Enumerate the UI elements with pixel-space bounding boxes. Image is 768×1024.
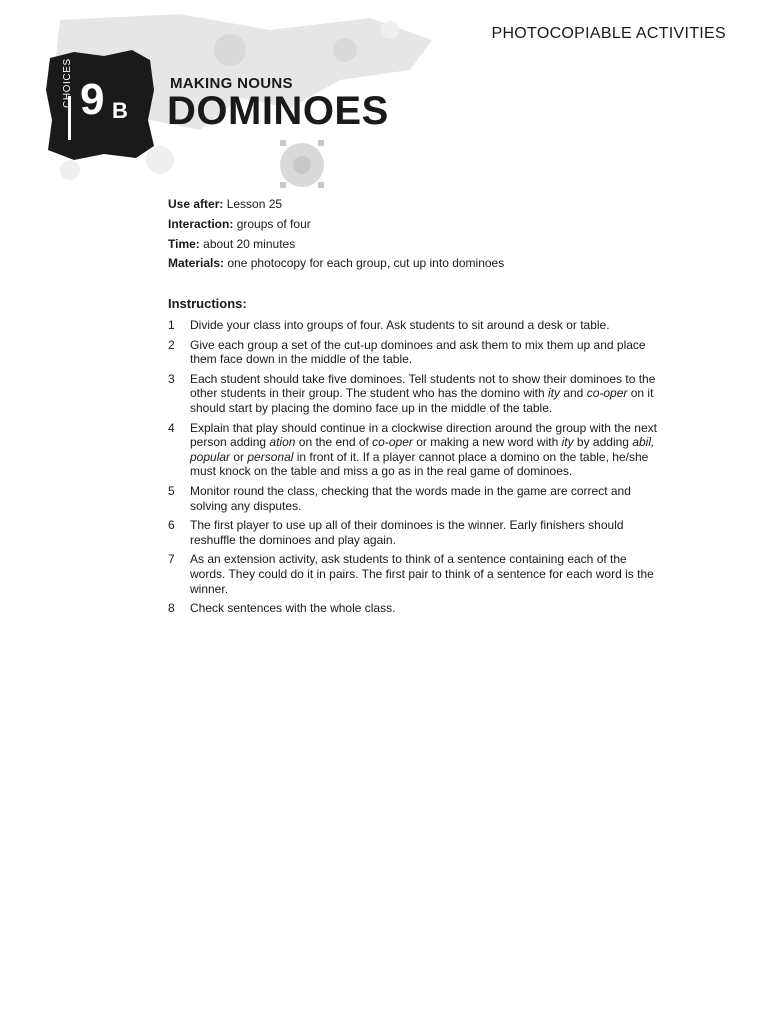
step-number: 7 bbox=[168, 552, 175, 567]
step-number: 4 bbox=[168, 420, 175, 435]
page-subtitle: MAKING NOUNS bbox=[170, 75, 293, 92]
step-number: 3 bbox=[168, 371, 175, 386]
step-text: Explain that play should continue in a clockwise direction around the group with the next person adding ation on the end of co-oper or making a new word with ity by adding abil, popular or personal in front of it. If a player cannot place a domino on the table, he/she must knock on the table and miss a go as in the real game of dominoes. bbox=[190, 420, 657, 479]
meta-use-after: Use after: Lesson 25 bbox=[168, 197, 283, 211]
instruction-step bbox=[168, 318, 658, 333]
instruction-step bbox=[168, 601, 658, 616]
instruction-step bbox=[168, 518, 658, 547]
instruction-step bbox=[168, 484, 658, 513]
step-number: 5 bbox=[168, 483, 175, 498]
step-text: Divide your class into groups of four. Ask students to sit around a desk or table. bbox=[190, 318, 610, 332]
meta-interaction: Interaction: groups of four bbox=[168, 216, 311, 231]
instructions-list bbox=[168, 318, 658, 616]
badge-letter: B bbox=[112, 98, 128, 123]
instruction-step bbox=[168, 421, 658, 479]
step-text: The first player to use up all of their dominoes is the winner. Early finishers should reshuffle the dominoes and play again. bbox=[190, 518, 624, 547]
step-text: Each student should take five dominoes. Tell students not to show their dominoes to the other students in their group. The student who has the domino with ity and co-oper on it should start by placing the domino face up in the middle of the table. bbox=[190, 371, 656, 415]
step-text: Monitor round the class, checking that the words made in the game are correct and solving any disputes. bbox=[190, 483, 631, 513]
instructions-heading: Instructions: bbox=[168, 296, 247, 311]
meta-materials: Materials: one photocopy for each group, cut up into dominoes bbox=[168, 256, 505, 271]
instruction-step bbox=[168, 552, 658, 596]
step-text: Check sentences with the whole class. bbox=[190, 601, 396, 616]
instruction-step bbox=[168, 372, 658, 416]
instructions-section bbox=[168, 296, 658, 621]
step-number: 6 bbox=[168, 518, 175, 533]
meta-time: Time: about 20 minutes bbox=[168, 236, 296, 251]
badge-number: 9 bbox=[80, 75, 105, 124]
section-label: PHOTOCOPIABLE ACTIVITIES bbox=[491, 25, 726, 42]
step-number: 2 bbox=[168, 337, 175, 352]
step-text: Give each group a set of the cut-up dominoes and ask them to mix them up and place them face down in the middle of the table. bbox=[190, 337, 646, 367]
badge-label: CHOICES bbox=[62, 58, 73, 108]
step-text: As an extension activity, ask students to think of a sentence containing each of the words. They could do it in pairs. The first pair to think of a sentence for each word is the winner. bbox=[190, 552, 654, 596]
step-number: 8 bbox=[168, 601, 175, 616]
page-title: DOMINOES bbox=[167, 89, 389, 133]
activity-meta bbox=[168, 196, 504, 275]
instruction-step bbox=[168, 338, 658, 367]
step-number: 1 bbox=[168, 318, 175, 332]
